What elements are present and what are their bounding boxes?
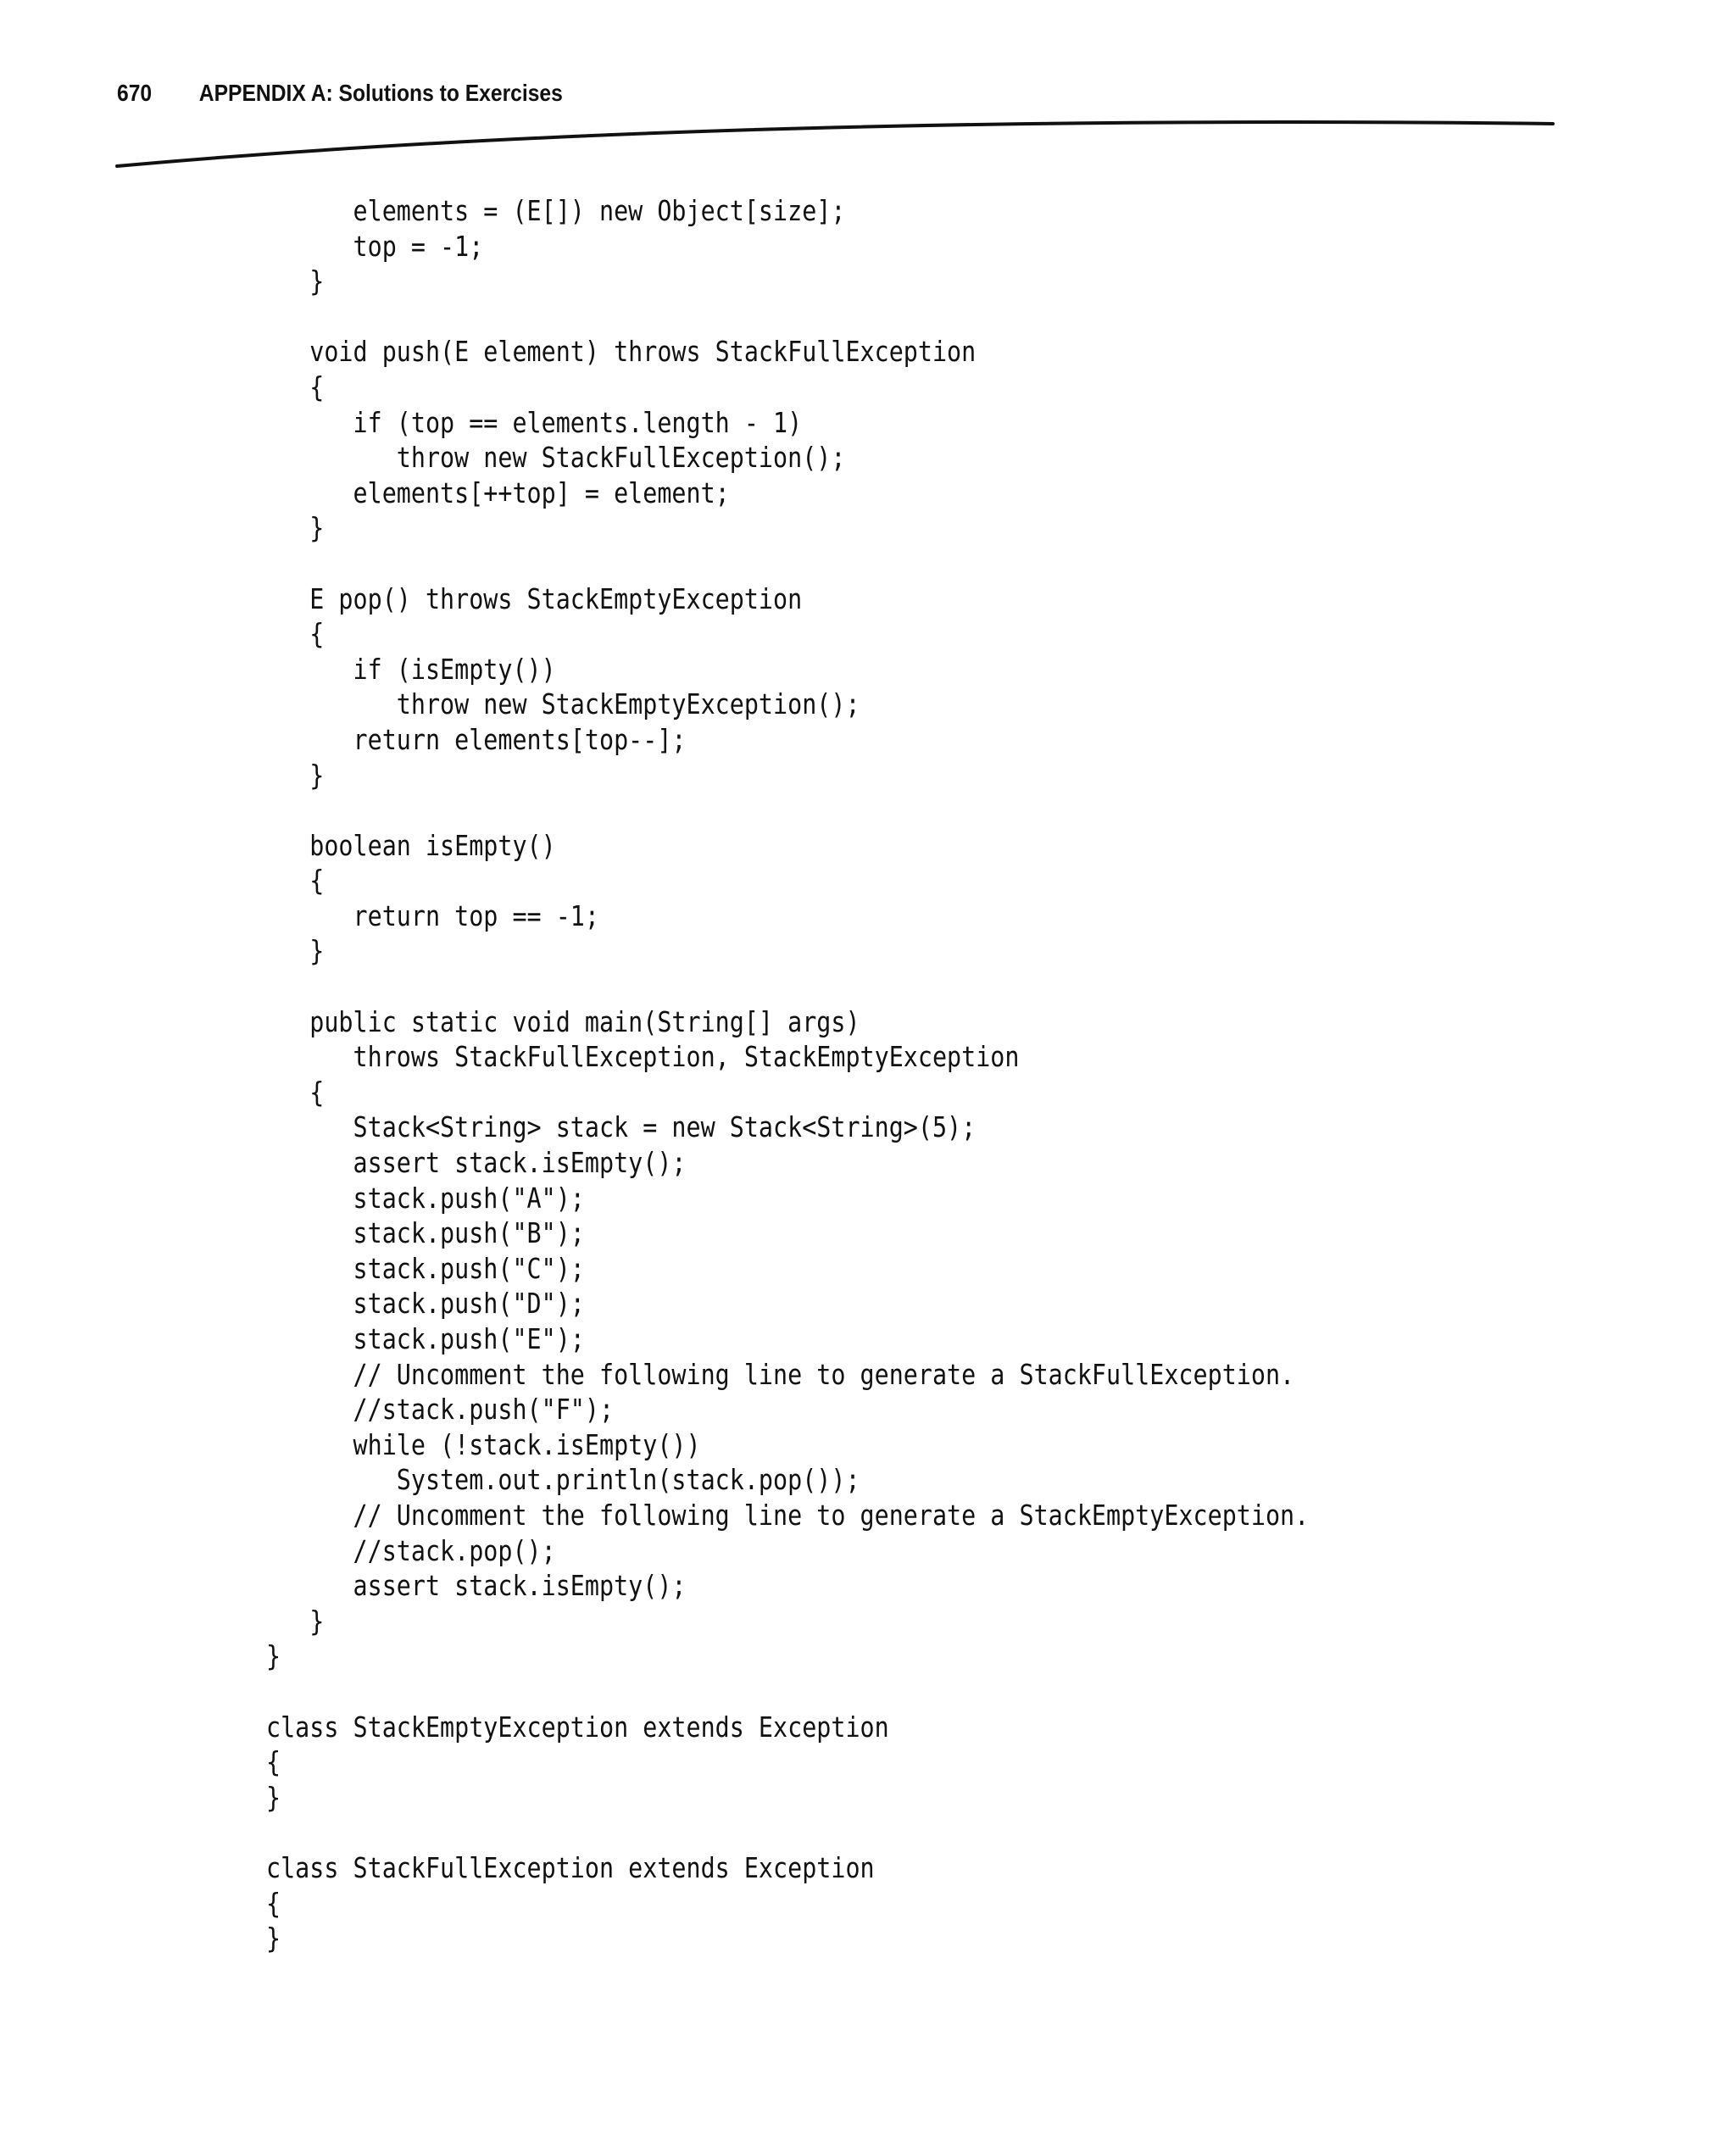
- code-line: // Uncomment the following line to generate a StackFullException.: [266, 1357, 1295, 1391]
- code-line: assert stack.isEmpty();: [266, 1569, 687, 1603]
- code-line: [266, 546, 1309, 581]
- code-line: void push(E element) throws StackFullException: [266, 335, 976, 369]
- code-line: {: [266, 1745, 281, 1779]
- code-line: return elements[top--];: [266, 722, 687, 756]
- code-line: throws StackFullException, StackEmptyException: [266, 1040, 1020, 1074]
- code-line: //stack.push("F");: [266, 1393, 615, 1427]
- code-line: [266, 969, 1309, 1004]
- code-line: // Uncomment the following line to generate a StackEmptyException.: [266, 1498, 1310, 1532]
- code-line: Stack<String> stack = new Stack<String>(5);: [266, 1110, 976, 1144]
- code-line: stack.push("C");: [266, 1251, 585, 1285]
- code-line: }: [266, 264, 325, 298]
- code-line: stack.push("E");: [266, 1322, 585, 1355]
- code-line: }: [266, 1780, 281, 1814]
- code-line: {: [266, 864, 325, 898]
- code-line: [266, 793, 1309, 828]
- code-line: }: [266, 1604, 325, 1638]
- code-line: {: [266, 1886, 281, 1920]
- running-title: APPENDIX A: Solutions to Exercises: [198, 80, 563, 106]
- code-line: //stack.pop();: [266, 1533, 556, 1567]
- page-number: 670: [117, 80, 153, 106]
- code-line: stack.push("B");: [266, 1216, 585, 1250]
- code-line: top = -1;: [266, 229, 484, 263]
- code-line: {: [266, 1075, 325, 1109]
- code-line: assert stack.isEmpty();: [266, 1146, 687, 1180]
- code-line: stack.push("A");: [266, 1181, 585, 1215]
- code-line: [266, 1674, 1309, 1710]
- code-line: }: [266, 1922, 281, 1955]
- code-line: }: [266, 758, 325, 792]
- code-line: public static void main(String[] args): [266, 1004, 860, 1038]
- code-line: throw new StackEmptyException();: [266, 687, 860, 721]
- code-line: elements = (E[]) new Object[size];: [266, 194, 846, 227]
- header-rule: [110, 108, 1560, 176]
- code-line: while (!stack.isEmpty()): [266, 1427, 701, 1461]
- code-line: elements[++top] = element;: [266, 476, 730, 509]
- code-line: }: [266, 511, 325, 545]
- code-line: }: [266, 934, 325, 968]
- code-line: [266, 1815, 1309, 1850]
- code-line: throw new StackFullException();: [266, 441, 846, 475]
- code-line: stack.push("D");: [266, 1287, 585, 1321]
- code-line: {: [266, 370, 325, 403]
- code-line: if (top == elements.length - 1): [266, 405, 803, 439]
- code-line: boolean isEmpty(): [266, 828, 556, 862]
- code-line: System.out.println(stack.pop());: [266, 1463, 860, 1497]
- code-line: class StackEmptyException extends Exception: [266, 1710, 889, 1744]
- code-line: if (isEmpty()): [266, 652, 556, 686]
- code-listing: [266, 193, 1309, 1956]
- code-line: class StackFullException extends Exception: [266, 1850, 875, 1884]
- code-line: }: [266, 1639, 281, 1673]
- code-line: E pop() throws StackEmptyException: [266, 581, 803, 615]
- code-line: {: [266, 617, 325, 651]
- code-line: [266, 299, 1309, 335]
- code-line: return top == -1;: [266, 898, 599, 932]
